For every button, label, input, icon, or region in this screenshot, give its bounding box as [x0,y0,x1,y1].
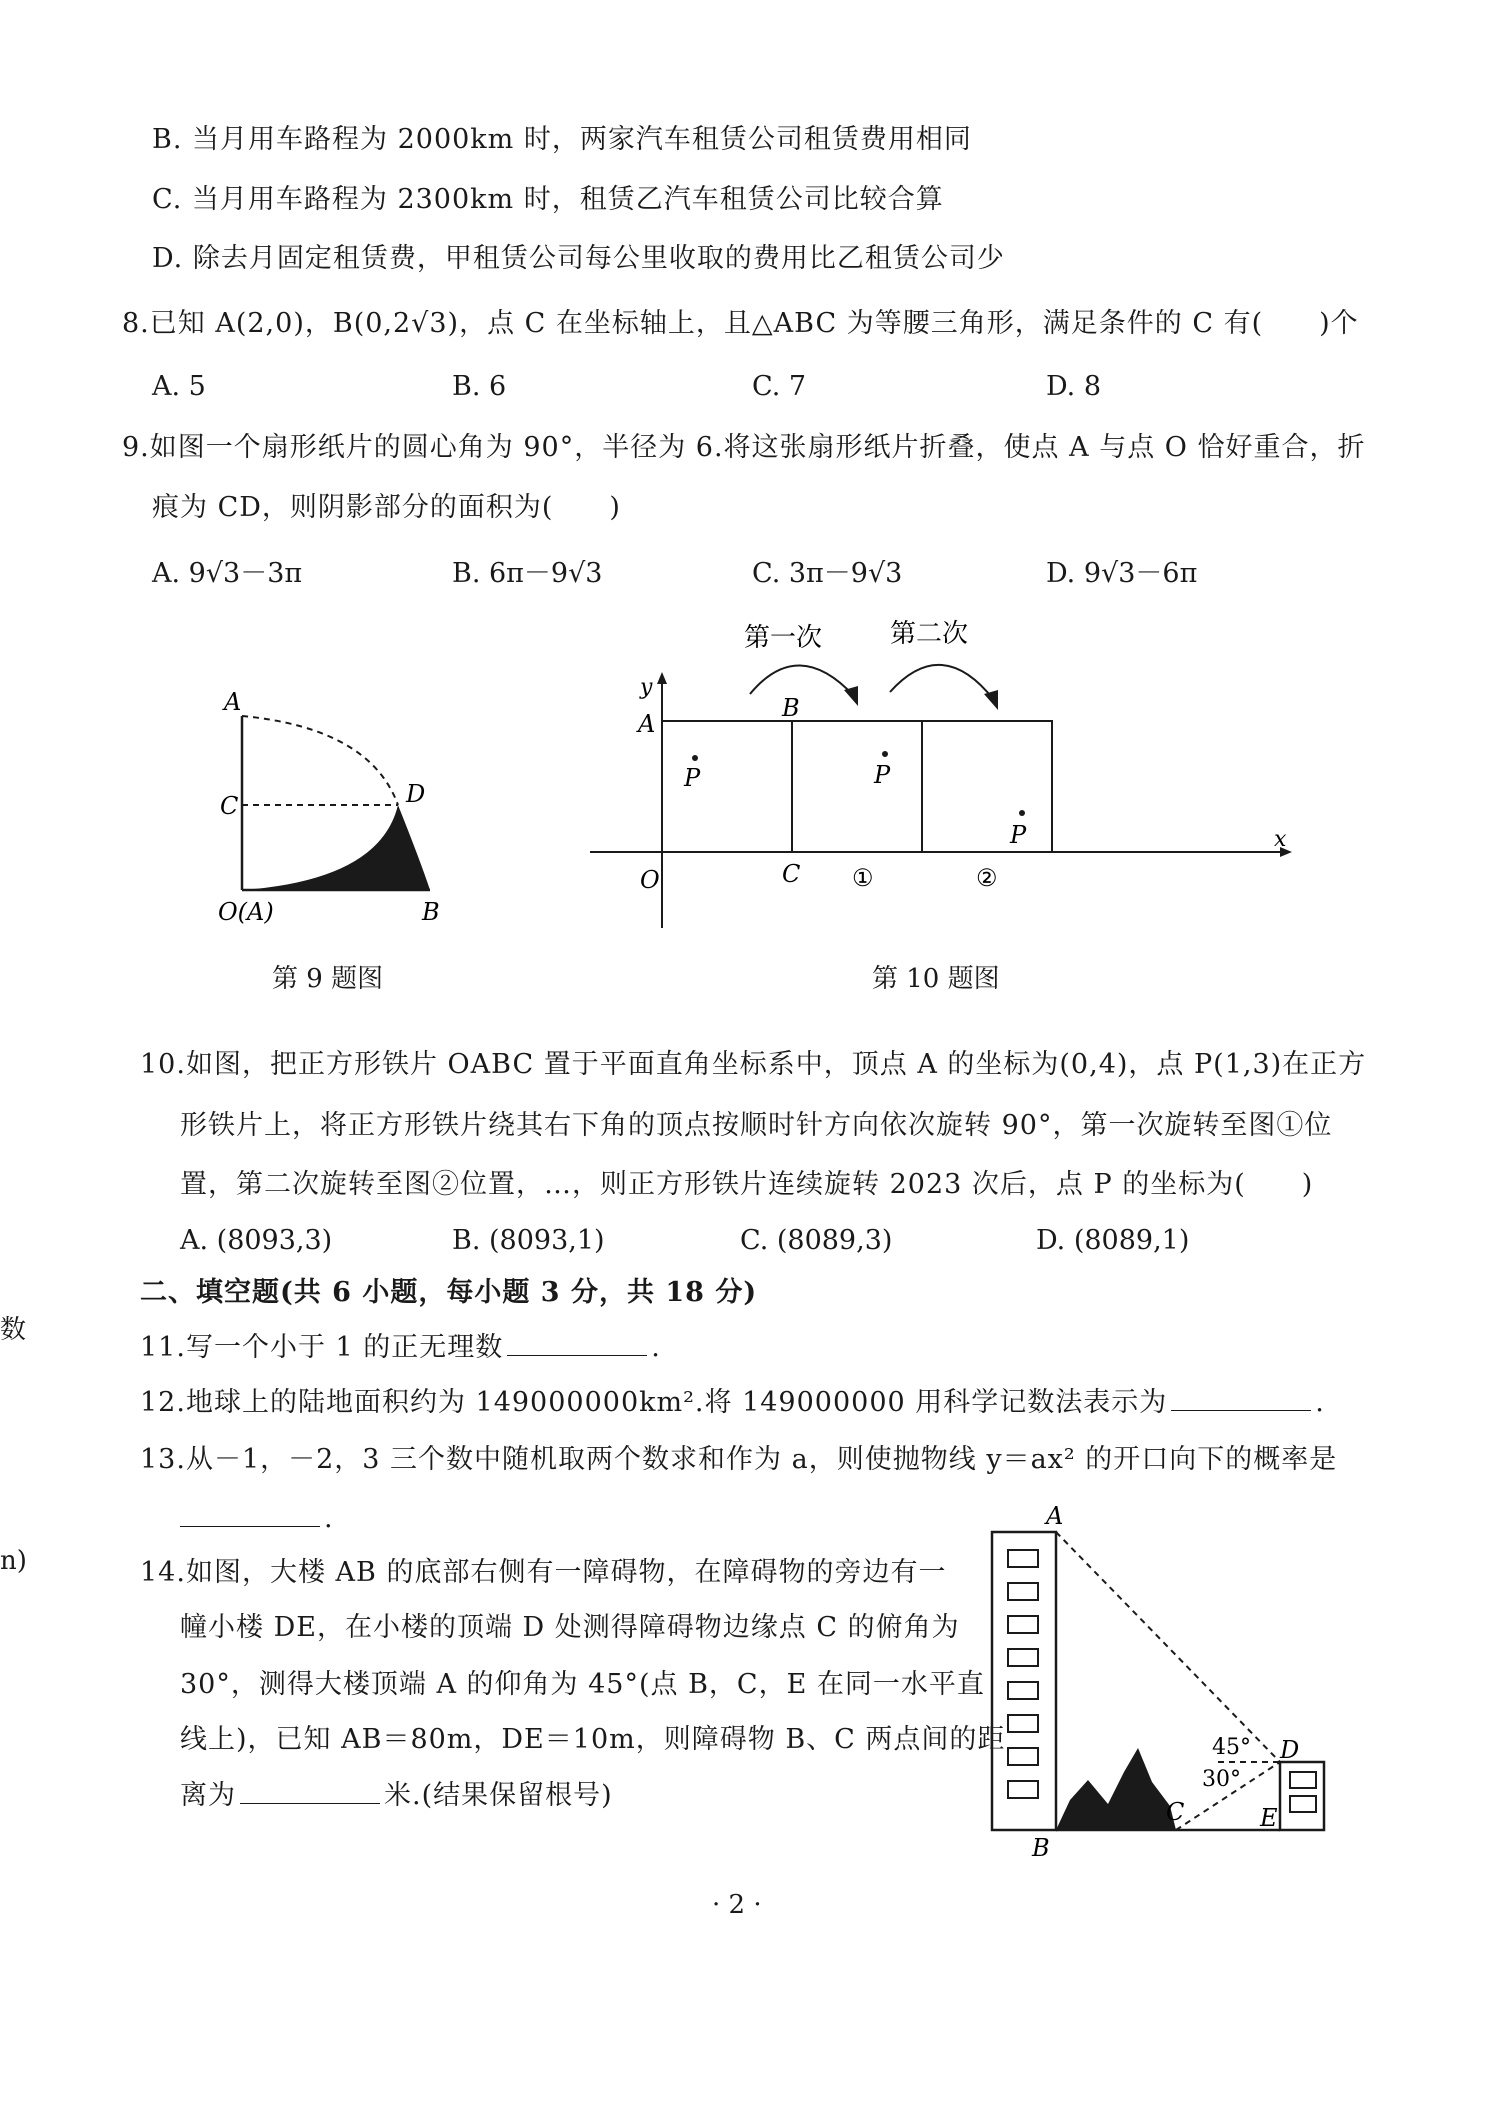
fig9-label-d: D [406,780,426,808]
q14-line4: 线上)，已知 AB＝80m，DE＝10m，则障碍物 B、C 两点间的距 [180,1724,1006,1755]
fig9-label-a: A [224,688,242,716]
q7-option-b: B. 当月用车路程为 2000km 时，两家汽车租赁公司租赁费用相同 [152,124,972,155]
q8-stem: 8.已知 A(2,0)，B(0,2√3)，点 C 在坐标轴上，且△ABC 为等腰三角形，满足条件的 C 有( )个 [122,308,1359,339]
fig9-shaded-region [242,805,430,890]
q13-period: . [324,1503,334,1534]
fig10-square-second [922,721,1052,852]
fig10-label-a: A [638,710,656,738]
q9-option-b: B. 6π－9√3 [452,558,603,589]
fig14-window [1008,1550,1038,1567]
q9-stem-line2: 痕为 CD，则阴影部分的面积为( ) [152,492,621,523]
fig9-label-b: B [422,898,440,926]
fig10-point-p-second [1019,810,1025,816]
fig14-obstacle [1056,1748,1176,1830]
fig14-window [1008,1715,1038,1732]
fig10-arrow-second [890,665,994,700]
q11 [140,1329,661,1366]
figure-9-sector [200,680,480,940]
q11-period: . [651,1332,661,1363]
fig14-window [1008,1682,1038,1699]
fig9-label-o: O(A) [218,898,274,926]
fig14-angle-45: 45° [1212,1735,1251,1760]
q12 [140,1384,1325,1421]
fig14-window [1008,1781,1038,1798]
q11-answer-blank[interactable] [507,1329,647,1356]
edge-char-1: 数 [0,1315,27,1345]
q8-option-c: C. 7 [752,371,807,402]
fig10-label-second: 第二次 [890,619,969,649]
fig9-label-c: C [220,792,239,820]
fig10-circle-1: ① [852,864,874,892]
q9-option-a: A. 9√3－3π [152,558,303,589]
figure-9-caption: 第 9 题图 [272,964,384,994]
fig14-window [1008,1649,1038,1666]
q13-line1: 13.从－1，－2，3 三个数中随机取两个数求和作为 a，则使抛物线 y＝ax² 的开口向下的概率是 [140,1444,1338,1475]
q7-option-d: D. 除去月固定租赁费，甲租赁公司每公里收取的费用比乙租赁公司少 [152,243,1005,274]
q14-line2: 幢小楼 DE，在小楼的顶端 D 处测得障碍物边缘点 C 的俯角为 [180,1612,960,1643]
fig10-point-p-first [882,751,888,757]
fig14-small-window [1290,1772,1316,1788]
q12-period: . [1315,1387,1325,1418]
fig10-arrowhead-second [984,690,998,710]
page-number: · 2 · [712,1890,762,1920]
fig14-small-window [1290,1796,1316,1812]
fig10-point-p-original [692,755,698,761]
q8-option-a: A. 5 [152,371,206,402]
q14-text-after: 米.(结果保留根号) [384,1780,613,1811]
q14-line3: 30°，测得大楼顶端 A 的仰角为 45°(点 B，C，E 在同一水平直 [180,1669,985,1700]
q14-answer-blank[interactable] [240,1777,380,1804]
q8-option-b: B. 6 [452,371,507,402]
q10-line2: 形铁片上，将正方形铁片绕其右下角的顶点按顺时针方向依次旋转 90°，第一次旋转至图①位 [180,1110,1333,1141]
figure-10-caption: 第 10 题图 [872,964,1000,994]
q10-option-b: B. (8093,1) [452,1225,605,1256]
section-2-heading: 二、填空题(共 6 小题，每小题 3 分，共 18 分) [140,1277,758,1308]
fig14-label-e: E [1260,1804,1278,1832]
q10-option-c: C. (8089,3) [740,1225,893,1256]
fig10-square-first [792,721,922,852]
q13-line2 [180,1500,334,1537]
q11-text: 11.写一个小于 1 的正无理数 [140,1332,504,1363]
q10-option-d: D. (8089,1) [1036,1225,1190,1256]
q9-option-c: C. 3π－9√3 [752,558,903,589]
fig10-label-b: B [782,694,800,722]
fig14-window [1008,1748,1038,1765]
fig10-label-o: O [640,866,660,894]
fig10-label-p-second: P [1010,821,1027,849]
q7-option-c: C. 当月用车路程为 2300km 时，租赁乙汽车租赁公司比较合算 [152,184,944,215]
fig10-label-x: x [1274,827,1287,852]
fig10-label-p-original: P [684,764,701,792]
q10-line3: 置，第二次旋转至图②位置，…，则正方形铁片连续旋转 2023 次后，点 P 的坐标为( ) [180,1169,1314,1200]
fig10-arrow-first [750,665,854,696]
figure-14-buildings [980,1500,1360,1860]
fig14-window [1008,1583,1038,1600]
fig14-label-c: C [1166,1798,1185,1826]
q9-stem-line1: 9.如图一个扇形纸片的圆心角为 90°，半径为 6.将这张扇形纸片折叠，使点 A 与点 O 恰好重合，折 [122,432,1366,463]
fig10-y-arrow [657,672,667,684]
q14-line1: 14.如图，大楼 AB 的底部右侧有一障碍物，在障碍物的旁边有一 [140,1557,947,1588]
q10-option-a: A. (8093,3) [180,1225,333,1256]
q12-answer-blank[interactable] [1171,1384,1311,1411]
figure-10-rotation [590,608,1300,938]
fig10-label-c: C [782,860,801,888]
q8-option-d: D. 8 [1046,371,1102,402]
fig14-label-d: D [1280,1736,1300,1764]
fig10-circle-2: ② [976,864,998,892]
q13-answer-blank[interactable] [180,1500,320,1527]
q10-line1: 10.如图，把正方形铁片 OABC 置于平面直角坐标系中，顶点 A 的坐标为(0,4)，点 P(1,3)在正方 [140,1049,1367,1080]
q12-text: 12.地球上的陆地面积约为 149000000km².将 149000000 用科学记数法表示为 [140,1387,1168,1418]
fig10-label-y: y [640,675,653,700]
fig14-sightline-da [1056,1532,1280,1762]
fig14-angle-30: 30° [1202,1767,1241,1792]
fig10-label-p-first: P [874,761,891,789]
fig10-square-original [662,721,792,852]
q14-text-before: 离为 [180,1780,236,1811]
fig14-label-b: B [1032,1834,1050,1860]
fig9-dashed-arc [242,716,398,805]
q14-line5 [180,1777,613,1814]
fig10-label-first: 第一次 [744,623,823,653]
q9-option-d: D. 9√3－6π [1046,558,1198,589]
fig14-window [1008,1616,1038,1633]
edge-char-2: n) [0,1546,27,1576]
fig14-label-a: A [1046,1502,1064,1530]
